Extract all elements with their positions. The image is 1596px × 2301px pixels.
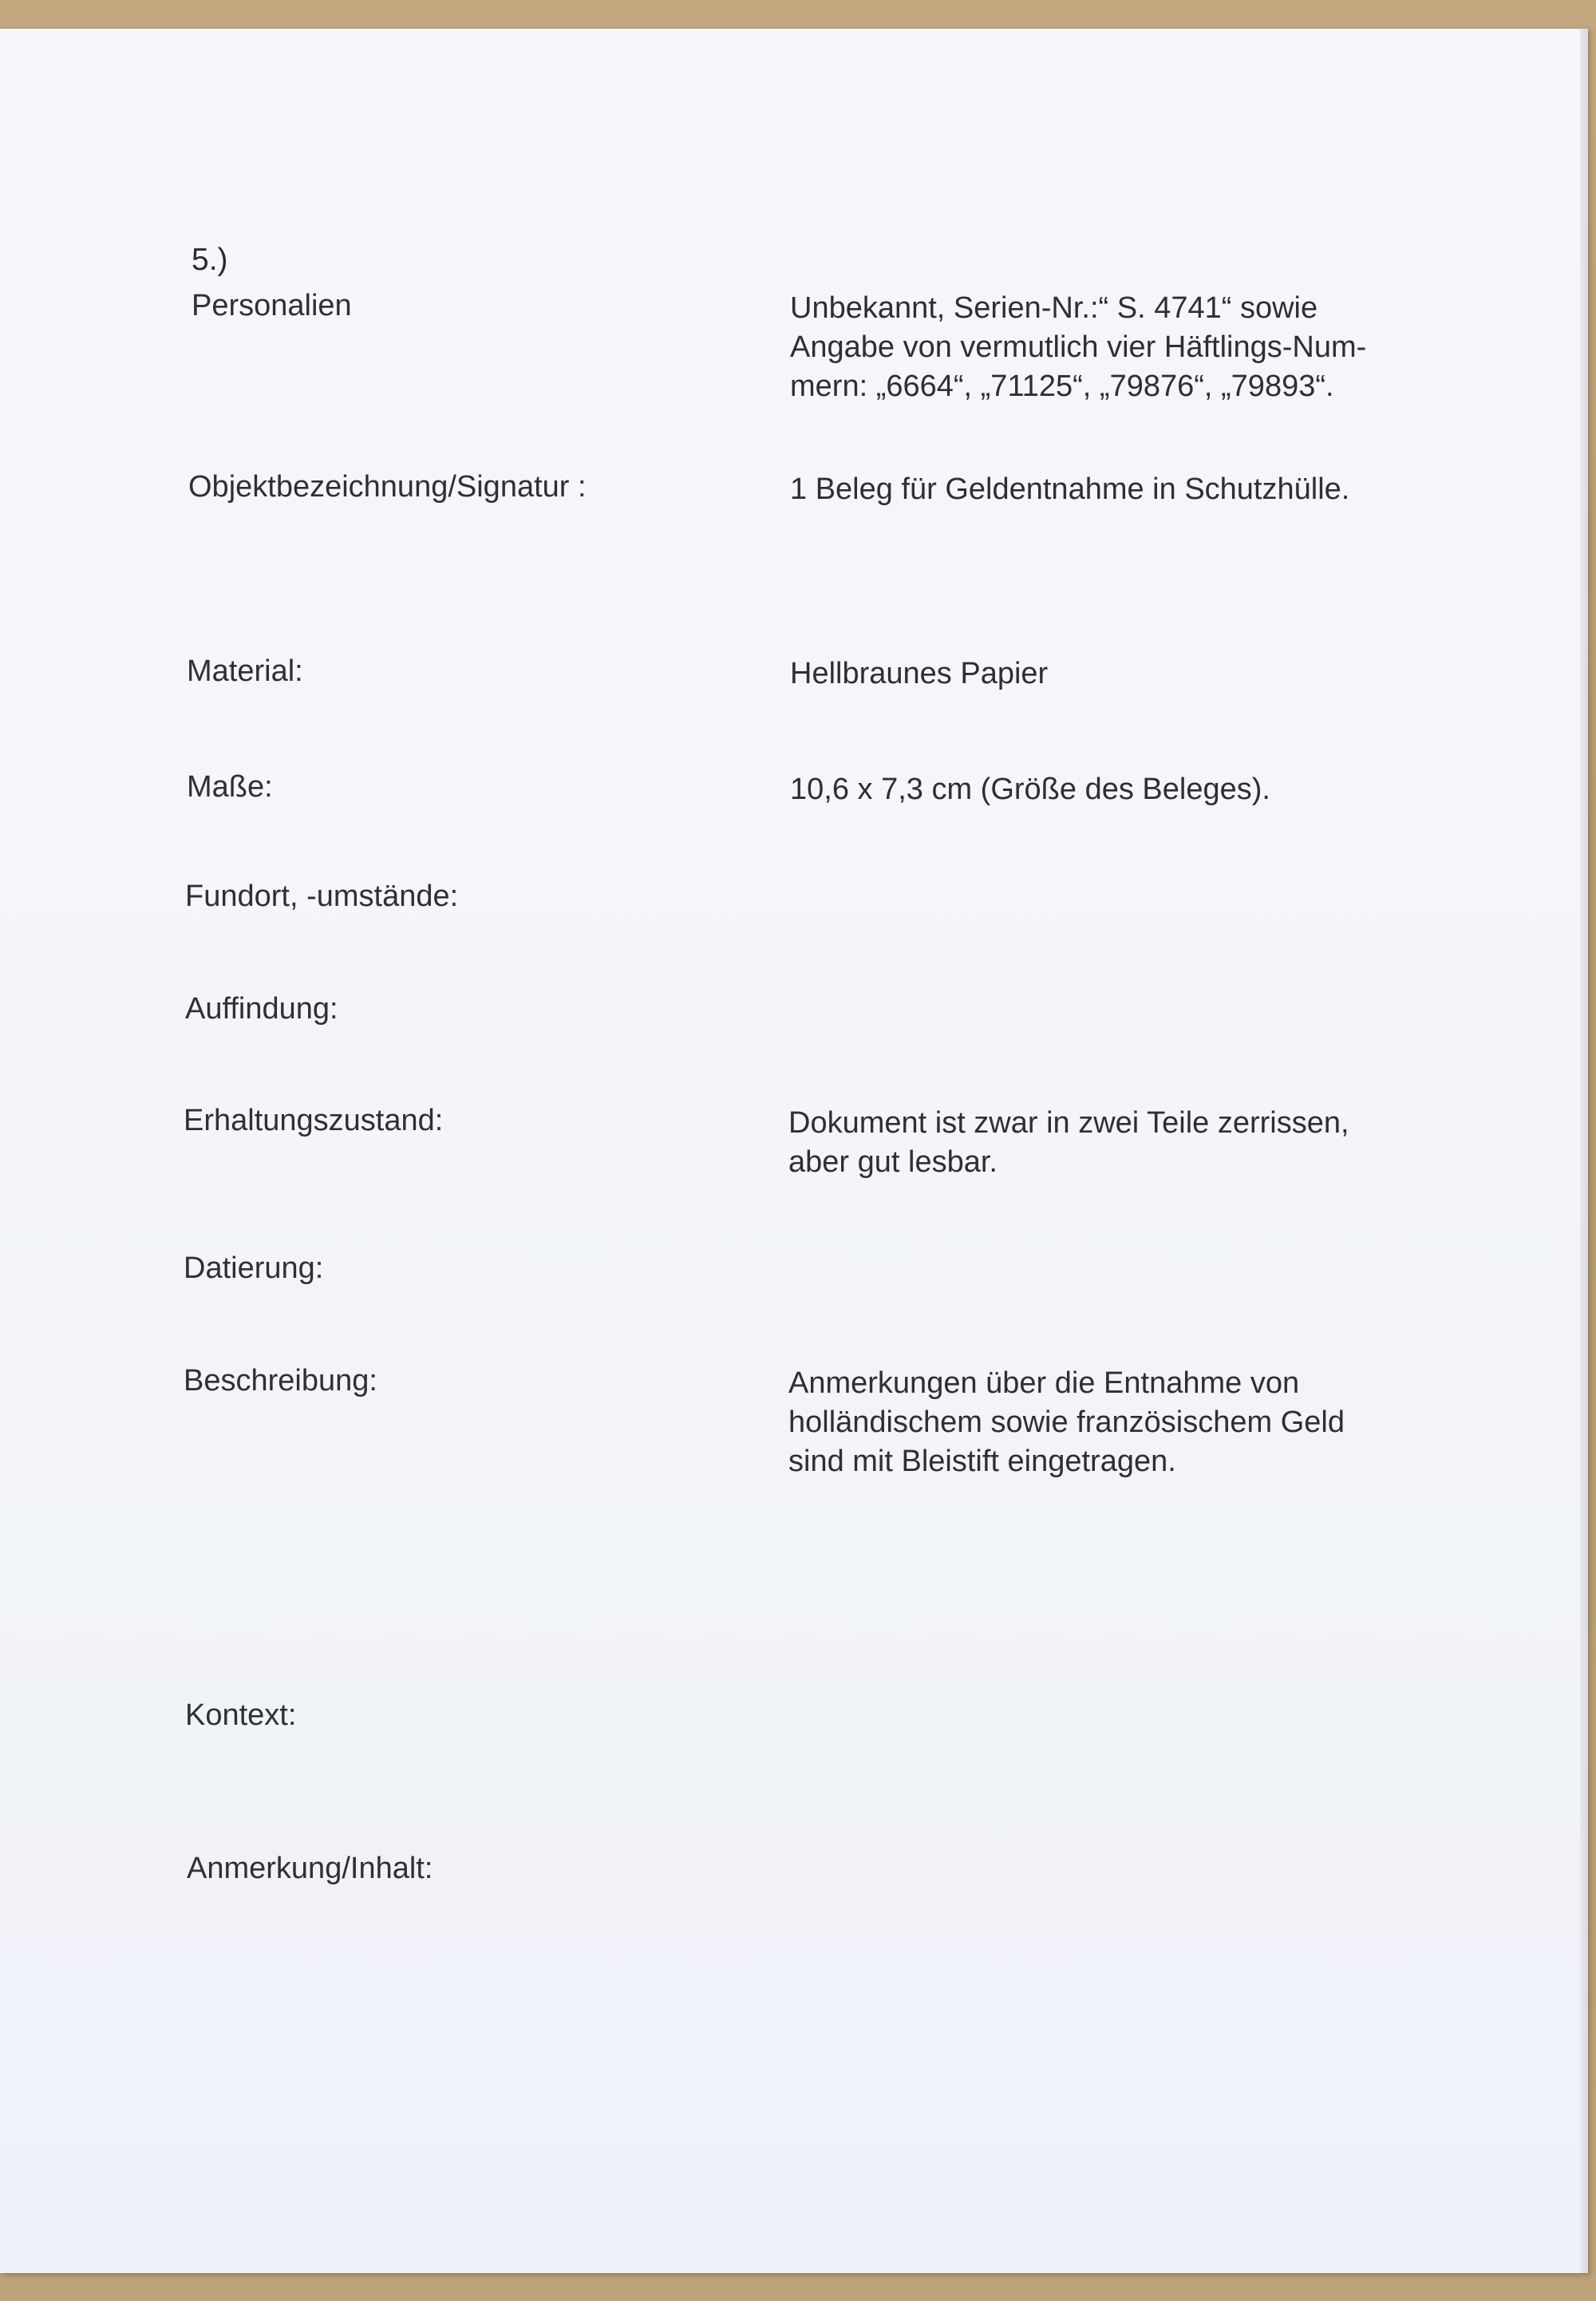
label-fundort: Fundort, -umstände:	[185, 880, 459, 913]
label-erhaltungszustand: Erhaltungszustand:	[184, 1104, 444, 1137]
value-masse: 10,6 x 7,3 cm (Größe des Beleges).	[790, 773, 1270, 806]
document-sheet	[0, 29, 1588, 2273]
label-beschreibung: Beschreibung:	[184, 1364, 377, 1398]
value-beschreibung: Anmerkungen über die Entnahme von holländischem sowie französischem Geld sind mit Bleistift eingetragen.	[788, 1366, 1345, 1478]
value-material: Hellbraunes Papier	[790, 657, 1049, 690]
value-personalien: Unbekannt, Serien-Nr.:“ S. 4741“ sowie Angabe von vermutlich vier Häftlings-Num- mern: „6664“, „71125“, „79876“, „79893“.	[790, 291, 1367, 403]
label-kontext: Kontext:	[185, 1698, 297, 1732]
value-objektbezeichnung: 1 Beleg für Geldentnahme in Schutzhülle.	[790, 472, 1350, 506]
label-personalien: Personalien	[192, 289, 352, 322]
value-erhaltungszustand: Dokument ist zwar in zwei Teile zerrissen, aber gut lesbar.	[788, 1106, 1349, 1179]
item-number: 5.)	[192, 243, 228, 277]
label-masse: Maße:	[187, 770, 273, 804]
label-anmerkung: Anmerkung/Inhalt:	[187, 1852, 433, 1885]
sheet-edge	[1580, 29, 1588, 2273]
label-auffindung: Auffindung:	[185, 992, 338, 1026]
label-datierung: Datierung:	[184, 1251, 324, 1285]
label-material: Material:	[187, 654, 303, 688]
label-objektbezeichnung: Objektbezeichnung/Signatur :	[188, 470, 587, 504]
